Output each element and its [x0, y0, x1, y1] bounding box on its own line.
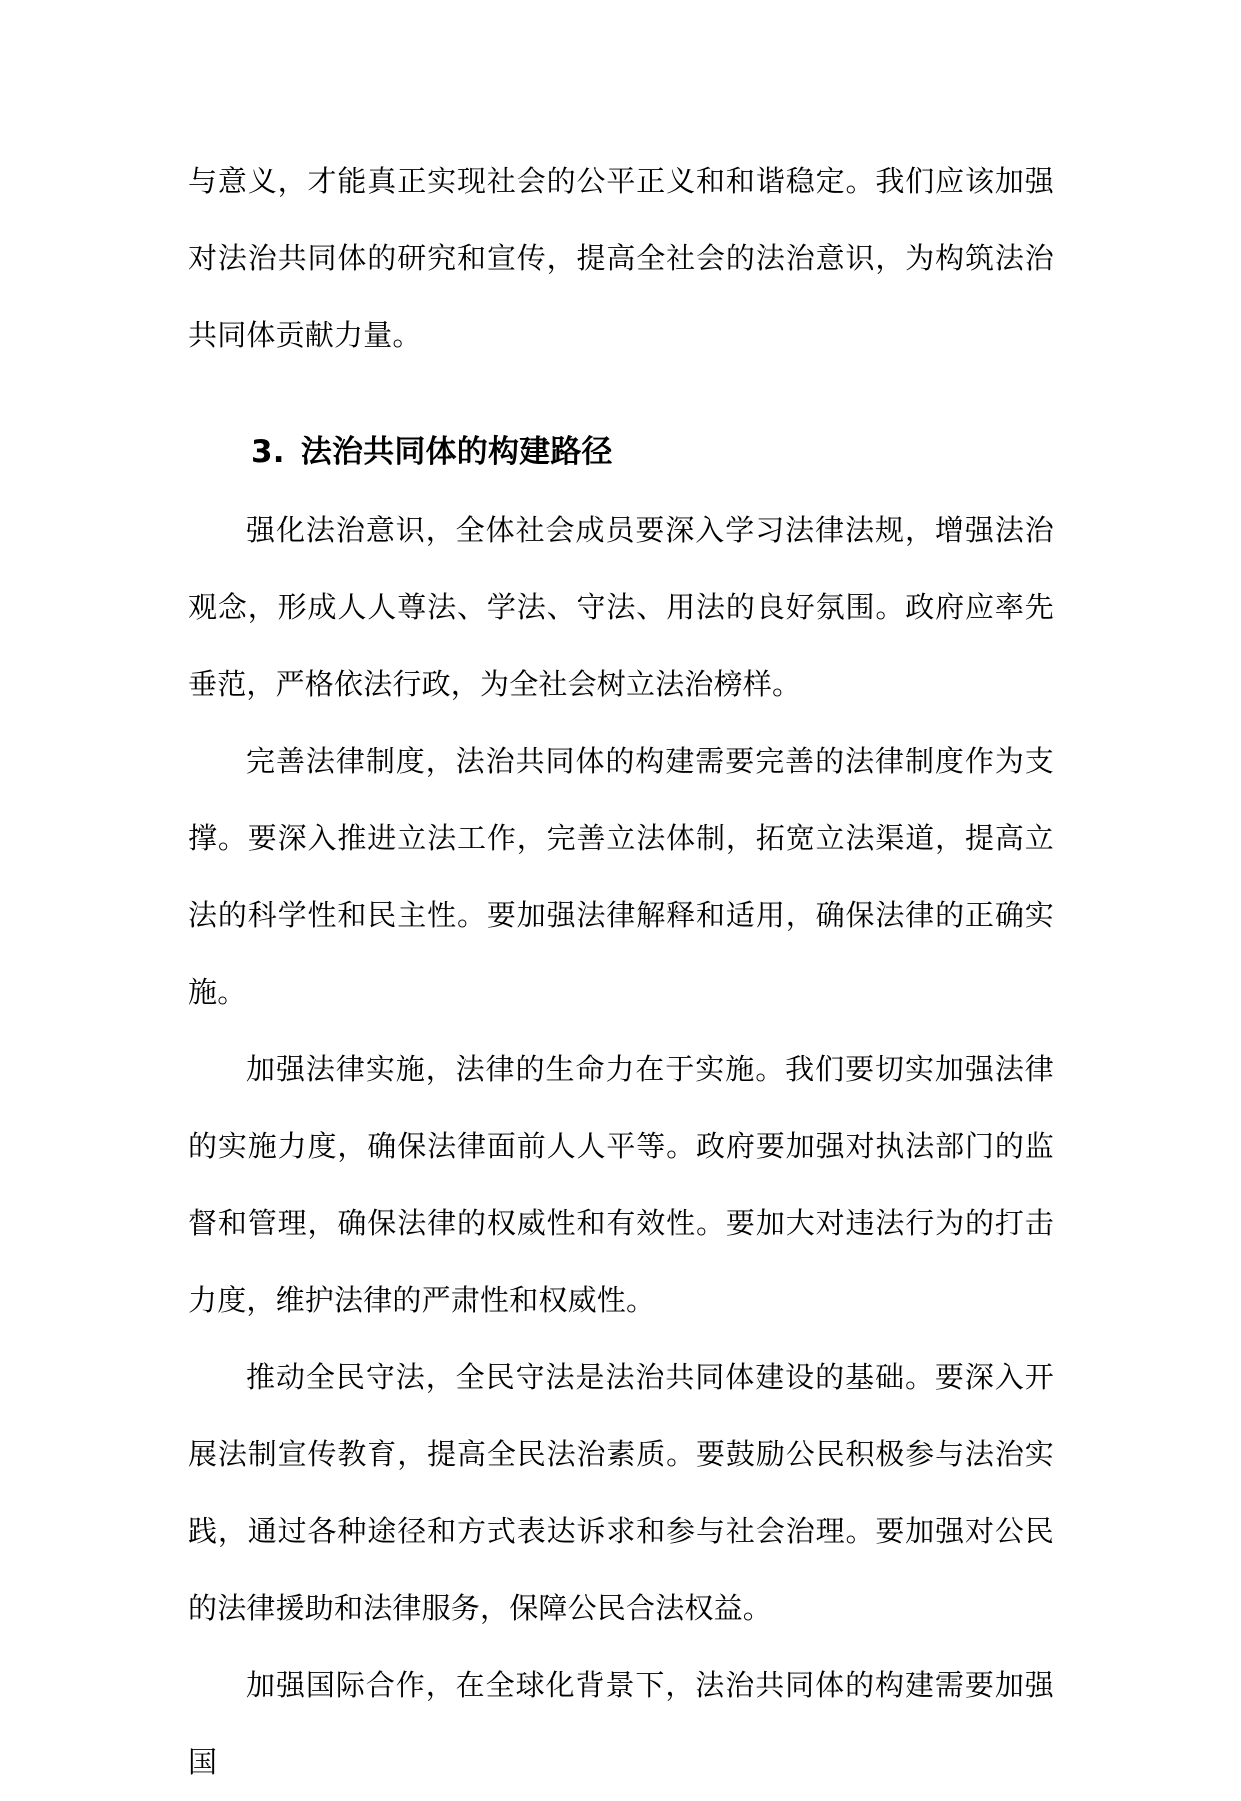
- paragraph-strengthen-enforcement: 加强法律实施，法律的生命力在于实施。我们要切实加强法律的实施力度，确保法律面前人人平等。政府要加强对执法部门的监督和管理，确保法律的权威性和有效性。要加大对违法行为的打击力度，维护法律的严肃性和权威性。: [188, 1052, 1054, 1317]
- paragraph-strengthen-awareness: 强化法治意识，全体社会成员要深入学习法律法规，增强法治观念，形成人人尊法、学法、守法、用法的良好氛围。政府应率先垂范，严格依法行政，为全社会树立法治榜样。: [188, 513, 1054, 701]
- paragraph-international-cooperation: 加强国际合作，在全球化背景下，法治共同体的构建需要加强国: [188, 1668, 1054, 1779]
- paragraph-improve-legal-system: 完善法律制度，法治共同体的构建需要完善的法律制度作为支撑。要深入推进立法工作，完善立法体制，拓宽立法渠道，提高立法的科学性和民主性。要加强法律解释和适用，确保法律的正确实施。: [188, 744, 1054, 1009]
- paragraph-promote-compliance: 推动全民守法，全民守法是法治共同体建设的基础。要深入开展法制宣传教育，提高全民法治素质。要鼓励公民积极参与法治实践，通过各种途径和方式表达诉求和参与社会治理。要加强对公民的法律援助和法律服务，保障公民合法权益。: [188, 1360, 1054, 1625]
- section-number: 3.: [251, 434, 285, 470]
- document-body: [188, 143, 1054, 1801]
- section-title: 法治共同体的构建路径: [300, 434, 613, 470]
- intro-paragraph: 与意义，才能真正实现社会的公平正义和和谐稳定。我们应该加强对法治共同体的研究和宣传，提高全社会的法治意识，为构筑法治共同体贡献力量。: [188, 164, 1054, 352]
- section-heading: [188, 412, 1054, 492]
